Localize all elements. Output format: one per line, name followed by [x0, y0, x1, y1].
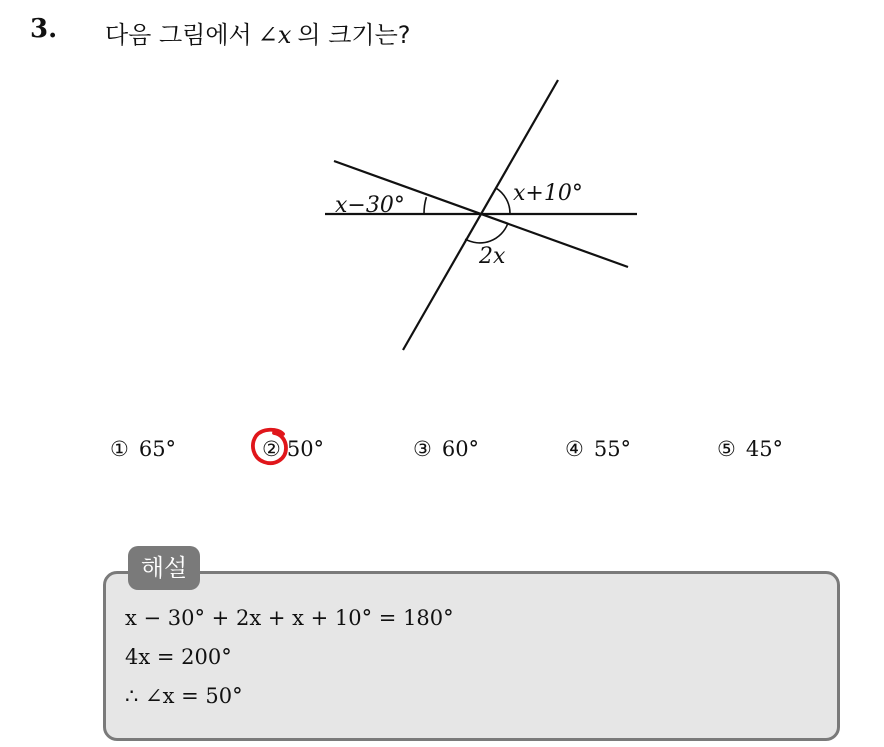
option-2-mark: ②: [262, 437, 281, 461]
option-5-value: 45°: [745, 437, 784, 461]
explanation-line-3: ∴ ∠x = 50°: [125, 684, 243, 708]
left-angle-label: x−30°: [335, 193, 405, 218]
option-4[interactable]: [565, 437, 631, 461]
answer-circle-mark: [250, 426, 290, 466]
option-5-mark: ⑤: [717, 437, 736, 461]
option-1[interactable]: [110, 437, 176, 461]
left-angle-arc: [424, 197, 426, 214]
bottom-angle-label: 2x: [479, 244, 506, 269]
question-text-before: 다음 그림에서: [105, 21, 252, 49]
right-angle-arc: [496, 188, 510, 214]
option-3-mark: ③: [413, 437, 432, 461]
explanation-line-2: 4x = 200°: [125, 645, 232, 669]
right-angle-label: x+10°: [513, 181, 583, 206]
bottom-angle-arc: [465, 224, 508, 243]
option-4-mark: ④: [565, 437, 584, 461]
angle-symbol: ∠x: [257, 21, 292, 49]
question-text-after: 의 크기는?: [297, 21, 411, 49]
question-number: 3.: [30, 14, 58, 44]
option-2-value: 50°: [286, 437, 325, 461]
option-3[interactable]: [413, 437, 479, 461]
option-5[interactable]: [717, 437, 783, 461]
option-1-value: 65°: [138, 437, 177, 461]
option-4-value: 55°: [593, 437, 632, 461]
explanation-tag: 해설: [128, 546, 200, 590]
explanation-line-1: x − 30° + 2x + x + 10° = 180°: [125, 606, 454, 630]
option-3-value: 60°: [441, 437, 480, 461]
option-1-mark: ①: [110, 437, 129, 461]
